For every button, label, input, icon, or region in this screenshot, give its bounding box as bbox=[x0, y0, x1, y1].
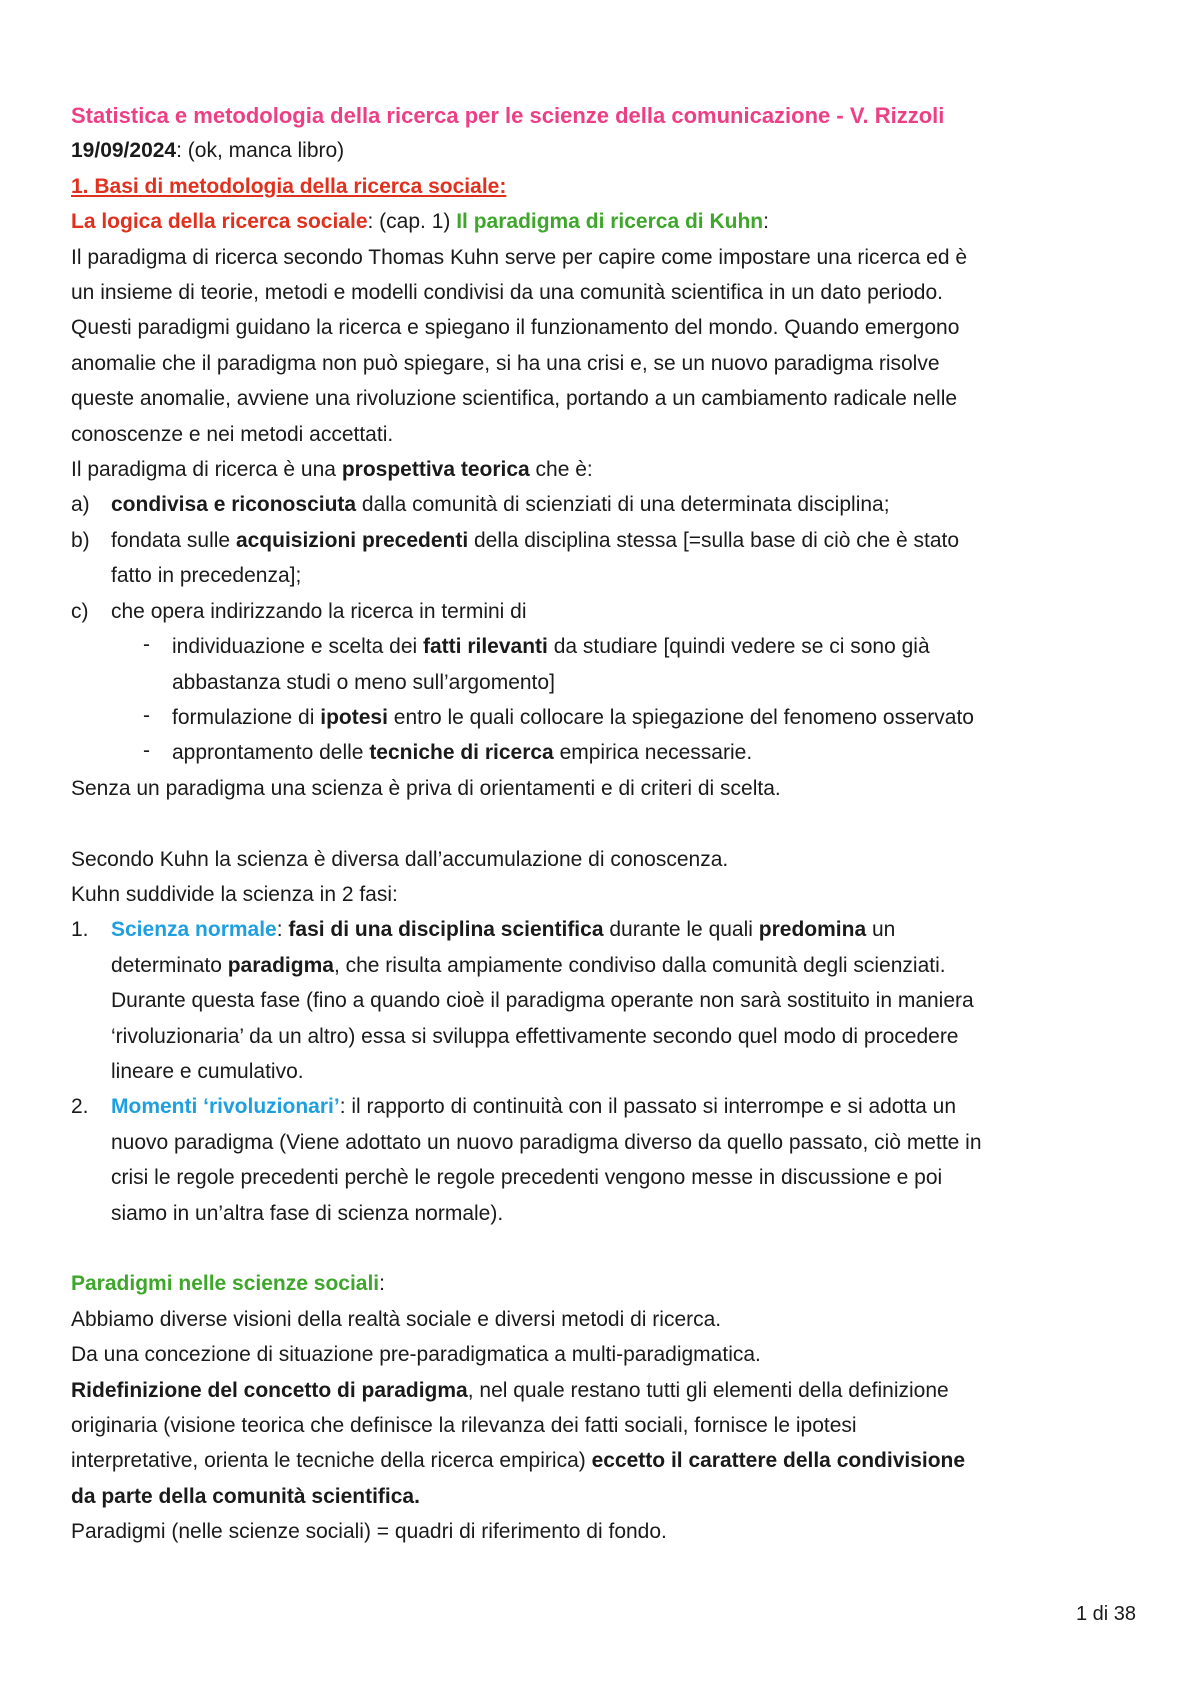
logic-line bbox=[71, 204, 1140, 239]
list-item bbox=[71, 523, 1140, 594]
page-number: 1 di 38 bbox=[1075, 1603, 1136, 1625]
social-heading: Paradigmi nelle scienze sociali bbox=[71, 1272, 380, 1296]
sub-list-item bbox=[71, 735, 1140, 770]
sub-list-item bbox=[71, 629, 1140, 700]
list-marker: b) bbox=[71, 528, 90, 552]
social-line: Abbiamo diverse visioni della realtà sociale e diversi metodi di ricerca. bbox=[71, 1307, 722, 1331]
redefinition-bold: eccetto il carattere della condivisione bbox=[591, 1449, 966, 1473]
phase-marker: 1. bbox=[71, 918, 89, 942]
without-paradigm: Senza un paradigma una scienza è priva di orientamenti e di criteri di scelta. bbox=[71, 776, 781, 800]
sub-pre: formulazione di bbox=[172, 705, 321, 729]
date: 19/09/2024 bbox=[71, 139, 177, 163]
social-heading-line bbox=[71, 1266, 1140, 1301]
item-continuation: fatto in precedenza]; bbox=[111, 564, 302, 588]
phase-item-normal bbox=[71, 912, 1140, 1089]
phase-text: : bbox=[276, 918, 289, 942]
redefinition-line bbox=[71, 1479, 1140, 1514]
date-line bbox=[71, 133, 1140, 168]
intro-line: un insieme di teorie, metodi e modelli condivisi da una comunità scientifica in un dato periodo. bbox=[71, 281, 943, 305]
phase-label: Momenti ‘rivoluzionari’ bbox=[111, 1095, 340, 1119]
intro-line: anomalie che il paradigma non può spiegare, si ha una crisi e, se un nuovo paradigma risolve bbox=[71, 351, 940, 375]
phase-continuation: ‘rivoluzionaria’ da un altro) essa si sviluppa effettivamente secondo quel modo di procedere bbox=[111, 1024, 959, 1048]
dash-marker: - bbox=[143, 633, 150, 657]
intro-line: conoscenze e nei metodi accettati. bbox=[71, 422, 394, 446]
phase-item-revolutionary bbox=[71, 1089, 1140, 1231]
list-marker: a) bbox=[71, 493, 90, 517]
item-post: dalla comunità di scienziati di una determinata disciplina; bbox=[356, 493, 890, 517]
redefinition-line bbox=[71, 1373, 1140, 1408]
paradigm-def-bold: prospettiva teorica bbox=[341, 458, 530, 482]
phase-continuation: Durante questa fase (fino a quando cioè il paradigma operante non sarà sostituito in maniera bbox=[111, 989, 974, 1013]
sub-bold: tecniche di ricerca bbox=[369, 741, 554, 765]
phase-bold: fasi di una disciplina scientifica bbox=[288, 918, 604, 942]
sub-continuation: abbastanza studi o meno sull’argomento] bbox=[172, 670, 555, 694]
redefinition-text: interpretative, orienta le tecniche della ricerca empirica) bbox=[71, 1449, 592, 1473]
phase-continuation: siamo in un’altra fase di scienza normale). bbox=[111, 1201, 504, 1225]
social-line: Da una concezione di situazione pre-paradigmatica a multi-paradigmatica. bbox=[71, 1343, 761, 1367]
item-bold: acquisizioni precedenti bbox=[235, 528, 469, 552]
phase-text: durante le quali bbox=[603, 918, 759, 942]
social-heading-colon: : bbox=[379, 1272, 385, 1296]
list-item bbox=[71, 487, 1140, 522]
phase-text: : il rapporto di continuità con il passato si interrompe e si adotta un bbox=[339, 1095, 957, 1119]
sub-pre: individuazione e scelta dei bbox=[172, 635, 423, 659]
final-line: Paradigmi (nelle scienze sociali) = quadri di riferimento di fondo. bbox=[71, 1520, 667, 1544]
intro-line: Questi paradigmi guidano la ricerca e spiegano il funzionamento del mondo. Quando emergono bbox=[71, 316, 960, 340]
phase-continuation: crisi le regole precedenti perchè le regole precedenti vengono messe in discussione e poi bbox=[111, 1166, 943, 1190]
intro-line: Il paradigma di ricerca secondo Thomas Kuhn serve per capire come impostare una ricerca ed è bbox=[71, 245, 968, 269]
phase-continuation: nuovo paradigma (Viene adottato un nuovo paradigma diverso da quello passato, ciò mette in bbox=[111, 1130, 982, 1154]
redefinition-bold: da parte della comunità scientifica. bbox=[71, 1484, 420, 1508]
phase-text: un bbox=[866, 918, 896, 942]
sub-post: empirica necessarie. bbox=[553, 741, 753, 765]
sub-bold: fatti rilevanti bbox=[423, 635, 548, 659]
item-bold: condivisa e riconosciuta bbox=[111, 493, 357, 517]
item-pre: fondata sulle bbox=[111, 528, 236, 552]
paradigm-def-pre: Il paradigma di ricerca è una bbox=[71, 458, 342, 482]
paradigm-definition bbox=[71, 452, 1140, 487]
sub-post: entro le quali collocare la spiegazione del fenomeno osservato bbox=[387, 705, 974, 729]
document-title: Statistica e metodologia della ricerca per le scienze della comunicazione - V. Rizzoli bbox=[71, 103, 945, 128]
sub-post: da studiare [quindi vedere se ci sono già bbox=[547, 635, 930, 659]
item-post: della disciplina stessa [=sulla base di ciò che è stato bbox=[468, 528, 960, 552]
logic-label: La logica della ricerca sociale bbox=[71, 210, 368, 234]
redefinition-bold: Ridefinizione del concetto di paradigma bbox=[71, 1378, 468, 1402]
sub-bold: ipotesi bbox=[320, 705, 388, 729]
kuhn-science-line: Kuhn suddivide la scienza in 2 fasi: bbox=[71, 882, 398, 906]
dash-marker: - bbox=[143, 703, 150, 727]
date-note: : (ok, manca libro) bbox=[176, 139, 345, 163]
logic-mid: : (cap. 1) bbox=[367, 210, 457, 234]
sub-list-item bbox=[71, 700, 1140, 735]
sub-pre: approntamento delle bbox=[172, 741, 370, 765]
list-item bbox=[71, 594, 1140, 629]
phase-continuation: lineare e cumulativo. bbox=[111, 1059, 304, 1083]
phase-marker: 2. bbox=[71, 1095, 89, 1119]
phase-text: , che risulta ampiamente condiviso dalla comunità degli scienziati. bbox=[333, 953, 946, 977]
item-pre: che opera indirizzando la ricerca in termini di bbox=[111, 599, 527, 623]
redefinition-line bbox=[71, 1443, 1140, 1478]
blank-line bbox=[71, 806, 1140, 841]
phase-label: Scienza normale bbox=[111, 918, 277, 942]
list-marker: c) bbox=[71, 599, 89, 623]
paradigm-def-post: che è: bbox=[529, 458, 593, 482]
logic-end: : bbox=[763, 210, 769, 234]
section-heading: 1. Basi di metodologia della ricerca sociale: bbox=[71, 174, 507, 198]
intro-line: queste anomalie, avviene una rivoluzione scientifica, portando a un cambiamento radicale nelle bbox=[71, 387, 958, 411]
dash-marker: - bbox=[143, 739, 150, 763]
phase-text: determinato bbox=[111, 953, 228, 977]
kuhn-label: Il paradigma di ricerca di Kuhn bbox=[456, 210, 764, 234]
redefinition-text: , nel quale restano tutti gli elementi della definizione bbox=[467, 1378, 949, 1402]
kuhn-science-line: Secondo Kuhn la scienza è diversa dall’accumulazione di conoscenza. bbox=[71, 847, 729, 871]
phase-bold: paradigma bbox=[227, 953, 334, 977]
redefinition-line: originaria (visione teorica che definisce la rilevanza dei fatti sociali, fornisce le ipotesi bbox=[71, 1414, 857, 1437]
blank-line bbox=[71, 1231, 1140, 1266]
phase-bold: predomina bbox=[758, 918, 867, 942]
